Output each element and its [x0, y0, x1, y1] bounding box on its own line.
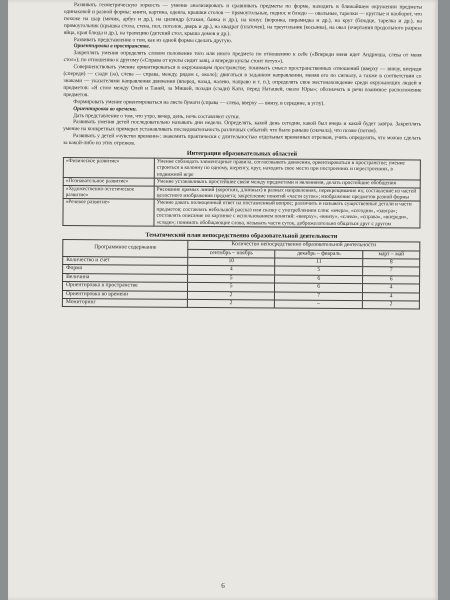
- plan-count: –: [275, 300, 363, 309]
- plan-count: 2: [187, 291, 274, 300]
- integration-area: «Физическое развитие»: [63, 158, 154, 179]
- plan-header-quantity: Количество непосредственно образовательной деятельности: [188, 240, 420, 250]
- paragraph: Развивать умения детей последовательно называть дни недели. Определять, какой день сегодни, какой был вчера и какой будет завтра. Закреплять умение на конкретных примерах устанавливать последовательность различных событий: что было раньше (сначала), что позже (потом).: [63, 119, 422, 135]
- plan-table: [62, 239, 420, 310]
- plan-count: 4: [363, 292, 420, 301]
- plan-count: 4: [188, 266, 275, 275]
- text-block: [63, 2, 422, 150]
- plan-topic: Мониторинг: [62, 298, 187, 307]
- plan-topic: Количество и счет: [63, 256, 188, 265]
- plan-count: 7: [363, 267, 420, 276]
- plan-count: 5: [188, 274, 275, 283]
- plan-topic: Форма: [63, 265, 188, 274]
- plan-topic: Ориентировка в пространстве: [62, 282, 187, 291]
- plan-count: 2: [187, 299, 274, 308]
- integration-area: «Речевое развитие»: [63, 199, 154, 226]
- plan-period: март – май: [363, 250, 420, 259]
- plan-count: 7: [275, 292, 363, 301]
- integration-area: «Художественно-эстетическое развитие»: [63, 185, 154, 199]
- page-number: 6: [221, 582, 225, 590]
- integration-area: «Познавательное развитие»: [63, 178, 154, 186]
- paragraph: Развивать геометрическую зоркость — умение анализировать и сравнивать предметы по форме, находить в ближайшем окружении предметы одинаковой и разной формы: книги, картина, одеяла, крышки столов — прямоугольные, поднос и блюдо — овальные, тарелки — круглые и наоборот, что похоже на шар (мячик, арбуз и др.), на цилиндр (стакан, банка и др.), на конус (воронка, пирамидка и др.), на круг (блюдце, тарелка и др.), на прямоугольник (крышка стола, стена, пол, потолок, дверь и др.), на квадрат (платочек), на треугольник (косынка), на овал (очертания продольного разреза яйца, края блюда и др.), на трапецию (детский стол, крыша домов и др.).: [63, 2, 422, 37]
- plan-count: 6: [275, 283, 363, 292]
- page-content: [62, 2, 422, 310]
- plan-count: 6: [275, 275, 363, 284]
- plan-header-program: Программное содержание: [63, 240, 188, 258]
- plan-count: 4: [363, 284, 420, 293]
- book-page: [8, 0, 438, 600]
- paragraph: Совершенствовать умение ориентироваться в окружающем пространстве; понимать смысл пространственных отношений (вверху — внизу, впереди (спереди) — сзади (за), слева — справа, между, рядом с, около); двигаться в заданном направлении, меняя его по сигналу, а также в соответствии со знаками — указателями направления движения (вперед, назад, налево, направо и т. п.); определять свое местонахождение среди окружающих людей и предметов: «Я стою между Олей и Таней, за Мишей, позади (сзади) Кати, перед Наташей, около Юры»; обозначать в речи взаимное расположение предметов.: [63, 64, 422, 98]
- plan-count: 11: [275, 258, 363, 267]
- plan-count: 5: [275, 266, 363, 275]
- plan-count: 8: [363, 258, 420, 267]
- integration-row: [63, 199, 420, 228]
- integration-text: Рисование прямых линий (коротких, длинных) в разных направлениях, перекрещивание их; составление из частей целостного изображения предмета; закрепление понятий «части суток»; изображение предметов разной формы: [154, 186, 420, 202]
- plan-count: 10: [188, 257, 275, 266]
- paragraph: Развивать представление о том, как из одной формы сделать другую.: [73, 36, 233, 44]
- integration-table: [62, 157, 420, 229]
- integration-text: Умение устанавливать простейшие связи между предметами и явлениями, делать простейшие обобщения: [154, 178, 420, 187]
- section-subheading: Ориентировка в пространстве.: [73, 43, 151, 51]
- paragraph: Развивать у детей «чувство времени»: знакомить практически с длительностью отдельных временных отрезков, учить определять, что можно сделать за какой-либо из этих отрезков.: [62, 133, 422, 147]
- paragraph: Дать представление о том, что утро, вечер, день, ночь составляют сутки.: [73, 112, 240, 120]
- plan-title: Тематический план непосредственно образовательной деятельности: [145, 231, 338, 241]
- plan-topic: Величина: [63, 273, 188, 282]
- plan-count: 2: [363, 301, 420, 310]
- plan-row: [62, 298, 419, 309]
- plan-period: сентябрь – ноябрь: [188, 249, 275, 258]
- integration-text: Умение соблюдать элементарные правила, согласовывать движения, ориентироваться в пространстве; умение строиться в колонну по одному, шеренгу, круг, находить свое место при построениях и перестроениях, в подвижной игре: [154, 158, 420, 180]
- integration-row: [63, 158, 420, 181]
- paragraph: Формировать умение ориентироваться на листе бумаги (справа — слева, вверху — внизу, в середине, в углу).: [73, 98, 325, 107]
- section-subheading: Ориентировка во времени.: [73, 105, 138, 113]
- integration-title: Интеграция образовательных областей: [186, 149, 298, 158]
- plan-count: 6: [363, 275, 420, 284]
- integration-text: Умение давать полноценный ответ на поставленный вопрос; различить и называть существенные детали и части предметов; составлять небольшой рассказ или сказку с употреблением слов: «вчера», «сегодня», «завтра»; составлять описание по картинке с использованием понятий: «вверху», «внизу», «слева», «справа», «впереди», «сзади»; понимать обобщающие слова, называть части суток, доброжелательно общаться друг с другом: [154, 200, 420, 228]
- paragraph: Закреплять умения определять словом положение того или иного предмета по отношению к себе («Впереди меня идет Андрюша, слева от меня стол»); по отношению к другому («Справа от куклы сидит заяц, а впереди куклы стоит петух»).: [63, 50, 422, 65]
- plan-period: декабрь – февраль: [275, 249, 363, 258]
- plan-count: 5: [187, 282, 274, 291]
- plan-topic: Ориентировка во времени: [62, 290, 187, 299]
